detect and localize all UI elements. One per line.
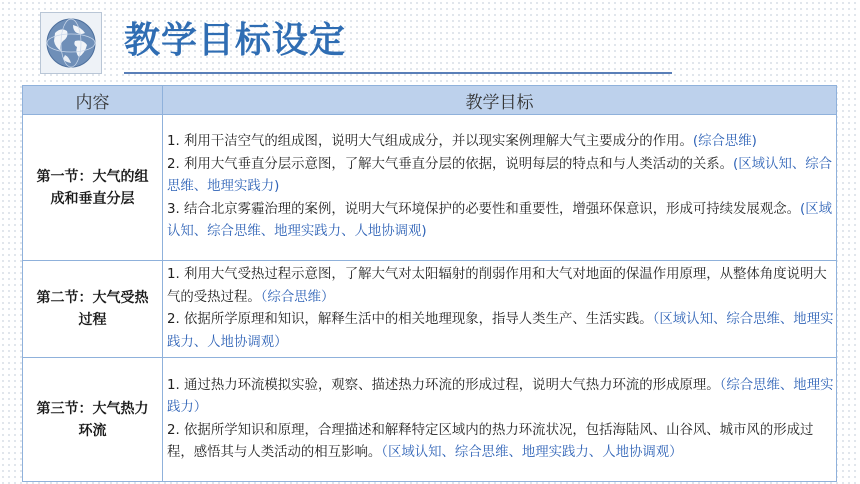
objective-item (167, 154, 834, 199)
table-row (23, 115, 837, 261)
objectives-table (22, 85, 837, 482)
objective-text: 1. 利用干洁空气的组成图，说明大气组成成分，并以现实案例理解大气主要成分的作用。 (167, 134, 693, 150)
objective-text: 2. 依据所学知识和原理，合理描述和解释特定区域内的热力环流状况，包括海陆风、山谷风、城市风的形成过程，感悟其与人类活动的相互影响。 (167, 422, 814, 460)
objective-text: 2. 利用大气垂直分层示意图，了解大气垂直分层的依据，说明每层的特点和与人类活动的关系。 (167, 156, 734, 172)
page-title: 教学目标设定 (124, 20, 347, 61)
title-underline (124, 72, 672, 74)
section-cell: 第一节：大气的组成和垂直分层 (23, 115, 163, 261)
objective-item (167, 131, 834, 154)
header-content: 内容 (23, 86, 163, 115)
competency-tag: （区域认知、综合思维、地理实践力、人地协调观） (167, 312, 834, 350)
table-row (23, 261, 837, 358)
objective-item (167, 199, 834, 244)
objective-item (167, 309, 834, 354)
header-objectives: 教学目标 (163, 86, 837, 115)
competency-tag: (区域认知、综合思维、地理实践力) (167, 156, 833, 195)
objective-item (167, 264, 834, 309)
objectives-cell (163, 115, 837, 261)
objective-text: 1. 通过热力环流模拟实验，观察、描述热力环流的形成过程，说明大气热力环流的形成原理。 (167, 377, 720, 393)
table-row (23, 358, 837, 482)
competency-tag: （综合思维） (260, 289, 335, 305)
objectives-cell (163, 358, 837, 482)
objective-text: 1. 利用大气受热过程示意图，了解大气对太阳辐射的削弱作用和大气对地面的保温作用原理，从整体角度说明大气的受热过程。 (167, 267, 827, 305)
competency-tag: （区域认知、综合思维、地理实践力、人地协调观） (381, 445, 683, 460)
objective-item (167, 375, 834, 420)
globe-logo (40, 12, 102, 74)
objective-item (167, 420, 834, 465)
objectives-cell (163, 261, 837, 358)
objective-text: 2. 依据所学原理和知识，解释生活中的相关地理现象，指导人类生产、生活实践。 (167, 312, 653, 327)
competency-tag: （综合思维、地理实践力） (167, 377, 834, 415)
objective-text: 3. 结合北京雾霾治理的案例，说明大气环境保护的必要性和重要性，增强环保意识，形成可持续发展观念。 (167, 201, 800, 217)
globe-icon (45, 17, 97, 69)
section-cell: 第二节：大气受热过程 (23, 261, 163, 358)
competency-tag: (区域认知、综合思维、地理实践力、人地协调观) (167, 201, 833, 240)
section-cell: 第三节：大气热力环流 (23, 358, 163, 482)
competency-tag: (综合思维) (692, 134, 757, 150)
table-header-row (23, 86, 837, 115)
